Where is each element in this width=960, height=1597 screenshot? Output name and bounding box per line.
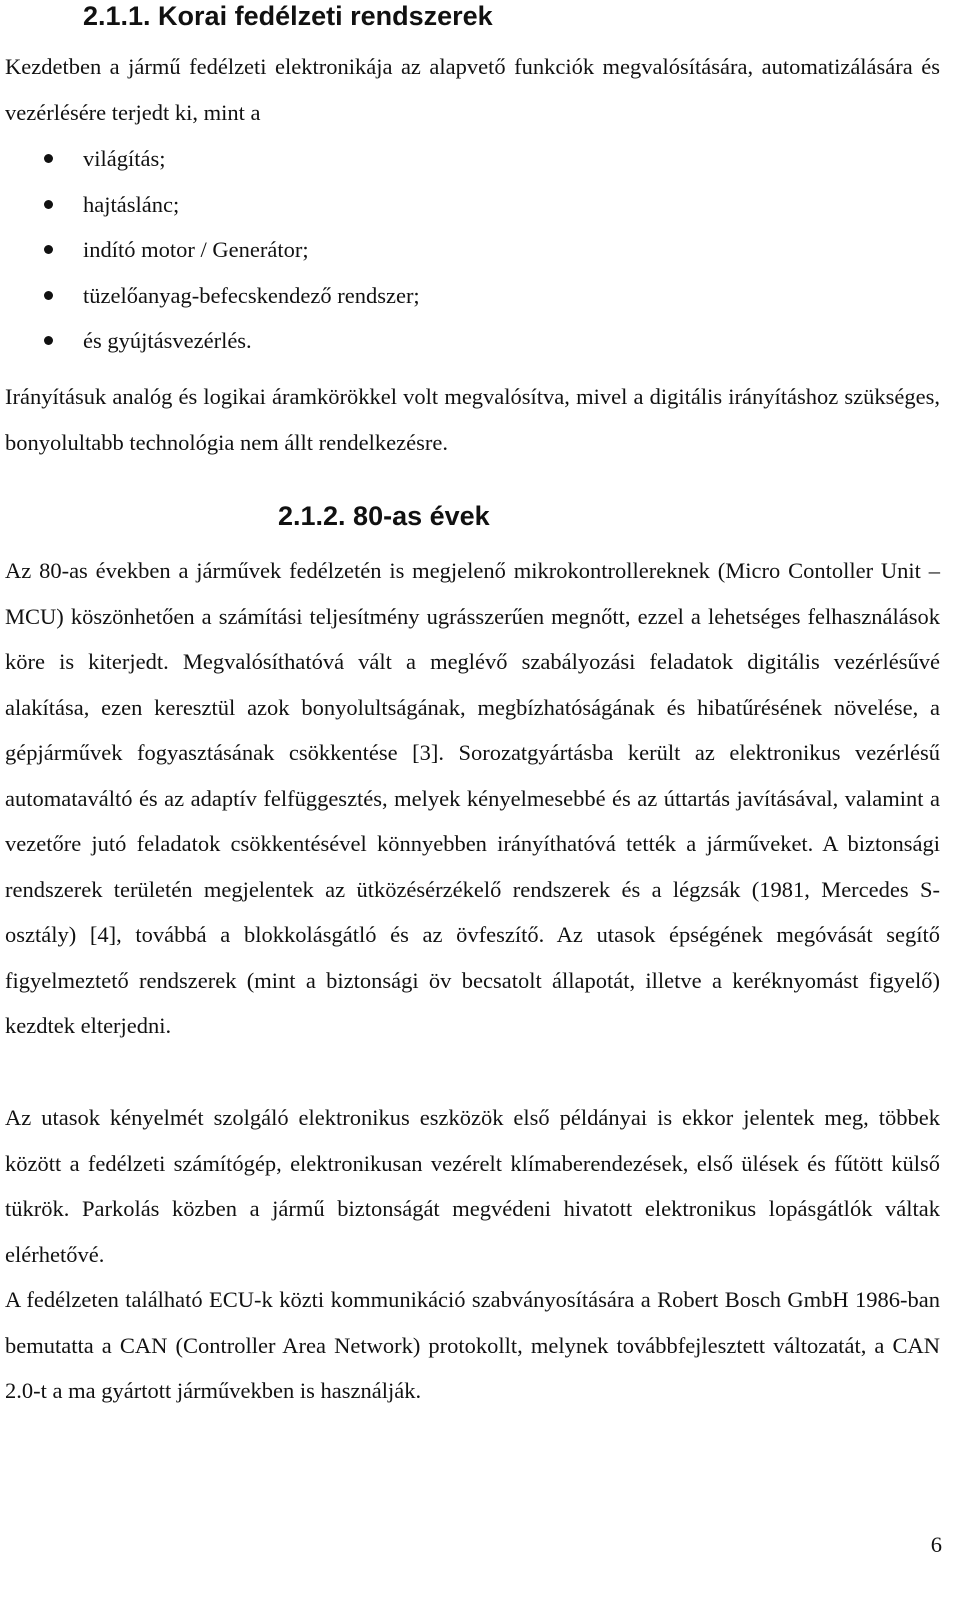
bullet-icon <box>44 336 53 345</box>
section-heading-80s: 2.1.2. 80-as évek <box>278 501 490 531</box>
eighties-paragraph: Az 80-as években a járművek fedélzetén is megjelenő mikrokontrollereknek (Micro Contoller Unit – MCU) köszönhetően a számítási teljesítmény ugrásszerűen megnőtt, ezzel a lehetséges felhasználások köre is kiterjedt. Megvalósíthatóvá vált a meglévő szabályozási feladatok digitális vezérlésűvé alakítása, ezen keresztül azok bonyolultságának, megbízhatóságának és hibatűrésének növelése, a gépjárművek fogyasztásának csökkentése [3]. Sorozatgyártásba került az elektronikus vezérlésű automataváltó és az adaptív felfüggesztés, melyek kényelmesebbé és az úttartás javításával, valamint a vezetőre jutó feladatok csökkentésével könnyebben irányíthatóvá tették a járműveket. A biztonsági rendszerek területén megjelentek az ütközésérzékelő rendszerek és a légzsák (1981, Mercedes S-osztály) [4], továbbá a blokkolásgátló és az övfeszítő. Az utasok épségének megóvását segítő figyelmeztető rendszerek (mint a biztonsági öv becsatolt állapotát, illetve a keréknyomást figyelő) kezdtek elterjedni. <box>5 558 940 1038</box>
bullet-icon <box>44 245 53 254</box>
function-bullet-list <box>0 136 420 364</box>
comfort-paragraph: Az utasok kényelmét szolgáló elektronikus eszközök első példányai is ekkor jelentek meg, többek között a fedélzeti számítógép, elektronikusan vezérelt klímaberendezések, első ülések és fűtött külső tükrök. Parkolás közben a jármű biztonságát megvédeni hivatott elektronikus lopásgátlók váltak elérhetővé. <box>5 1105 940 1267</box>
bullet-item <box>0 136 420 182</box>
can-paragraph: A fedélzeten található ECU-k közti kommunikáció szabványosítására a Robert Bosch GmbH 1986-ban bemutatta a CAN (Controller Area Network) protokollt, melynek továbbfejlesztett változatát, a CAN 2.0-t a ma gyártott járművekben is használják. <box>5 1287 940 1403</box>
bullet-text: tüzelőanyag-befecskendező rendszer; <box>83 282 420 308</box>
bullet-icon <box>44 200 53 209</box>
bullet-text: világítás; <box>83 146 166 171</box>
page-number: 6 <box>930 1532 942 1557</box>
bullet-text: hajtáslánc; <box>83 191 180 217</box>
intro-paragraph: Kezdetben a jármű fedélzeti elektronikája az alapvető funkciók megvalósítására, automatizálására és vezérlésére terjedt ki, mint a <box>5 54 940 125</box>
control-paragraph: Irányításuk analóg és logikai áramkörökkel volt megvalósítva, mivel a digitális irányításhoz szükséges, bonyolultabb technológia nem állt rendelkezésre. <box>5 384 940 455</box>
bullet-text: és gyújtásvezérlés. <box>83 328 252 353</box>
bullet-text: indító motor / Generátor; <box>83 237 309 262</box>
bullet-icon <box>44 291 53 300</box>
bullet-item <box>0 182 420 228</box>
bullet-item <box>0 227 420 273</box>
bullet-icon <box>44 154 53 163</box>
section-heading-early-systems: 2.1.1. Korai fedélzeti rendszerek <box>83 1 493 31</box>
bullet-item <box>0 273 420 319</box>
bullet-item <box>0 318 420 364</box>
